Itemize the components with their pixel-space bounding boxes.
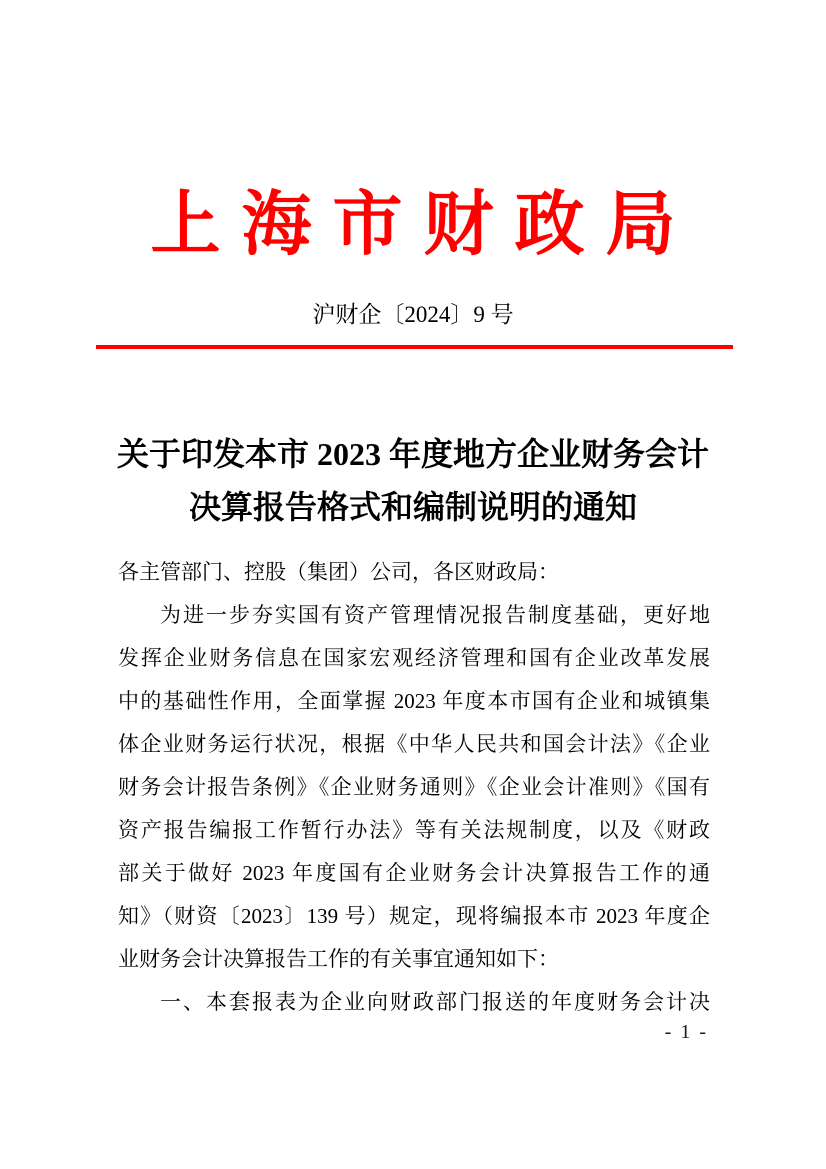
body-line: 为进一步夯实国有资产管理情况报告制度基础，更好地 <box>160 603 710 627</box>
document-number: 沪财企〔2024〕9 号 <box>312 302 514 327</box>
body-line: 体企业财务运行状况，根据《中华人民共和国会计法》《企业 <box>118 732 710 756</box>
body-line: 中的基础性作用，全面掌握 2023 年度本市国有企业和城镇集 <box>118 689 710 713</box>
body-line: 部关于做好 2023 年度国有企业财务会计决算报告工作的通 <box>118 861 710 885</box>
body-line: 各主管部门、控股（集团）公司，各区财政局： <box>118 560 559 584</box>
document-title <box>117 428 709 534</box>
document-body <box>118 551 710 1024</box>
body-line: 知》（财资〔2023〕139 号）规定，现将编报本市 2023 年度企 <box>118 904 710 928</box>
body-line: 财务会计报告条例》《企业财务通则》《企业会计准则》《国有 <box>118 775 710 799</box>
body-line: 业财务会计决算报告工作的有关事宜通知如下： <box>118 947 559 971</box>
document-title-line2: 决算报告格式和编制说明的通知 <box>188 489 637 525</box>
document-title-line1: 关于印发本市 2023 年度地方企业财务会计 <box>117 436 710 472</box>
agency-letterhead: 上海市财政局 <box>150 187 697 264</box>
body-line: 一、本套报表为企业向财政部门报送的年度财务会计决 <box>160 990 710 1014</box>
body-line: 资产报告编报工作暂行办法》等有关法规制度，以及《财政 <box>118 818 710 842</box>
letterhead-divider <box>96 345 733 349</box>
page-number: - 1 - <box>664 1021 708 1043</box>
body-line: 发挥企业财务信息在国家宏观经济管理和国有企业改革发展 <box>118 646 710 670</box>
